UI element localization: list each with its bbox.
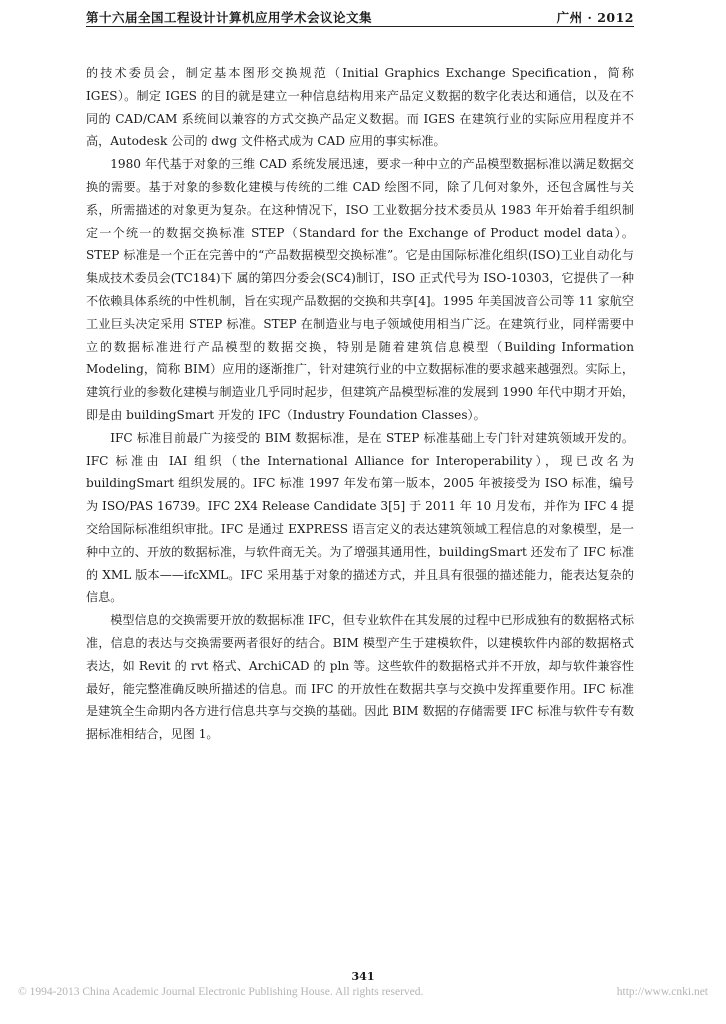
body-text	[86, 62, 634, 746]
paragraph-2: 1980 年代基于对象的三维 CAD 系统发展迅速，要求一种中立的产品模型数据标准以满足数据交换的需要。基于对象的参数化建模与传统的二维 CAD 绘图不同，除了几何对象外，还包含属性与关系，所需描述的对象更为复杂。在这种情况下，ISO 工业数据分技术委员从 1983 年开始着手组织制定一个统一的数据交换标准 STEP（Standard for the Exchange of Product model data）。STEP 标准是一个正在完善中的“产品数据模型交换标准”。它是由国际标准化组织(ISO)工业自动化与集成技术委员会(TC184)下 属的第四分委会(SC4)制订，ISO 正式代号为 ISO-10303，它提供了一种不依赖具体系统的中性机制，旨在实现产品数据的交换和共享[4]。1995 年美国波音公司等 11 家航空工业巨头决定采用 STEP 标准。STEP 在制造业与电子领域使用相当广泛。在建筑行业，同样需要中立的数据标准进行产品模型的数据交换，特别是随着建筑信息模型（Building Information Modeling，简称 BIM）应用的逐渐推广，针对建筑行业的中立数据标准的要求越来越强烈。实际上，建筑行业的参数化建模与制造业几乎同时起步，但建筑产品模型标准的发展到 1990 年代中期才开始，即是由 buildingSmart 开发的 IFC（Industry Foundation Classes）。	[86, 157, 634, 422]
paragraph-4: 模型信息的交换需要开放的数据标准 IFC，但专业软件在其发展的过程中已形成独有的数据格式标准，信息的表达与交换需要两者很好的结合。BIM 模型产生于建模软件，以建模软件内部的数据格式表达，如 Revit 的 rvt 格式、ArchiCAD 的 pln 等。这些软件的数据格式并不开放，却与软件兼容性最好，能完整准确反映所描述的信息。而 IFC 的开放性在数据共享与交换中发挥重要作用。IFC 标准是建筑全生命期内各方进行信息共享与交换的基础。因此 BIM 数据的存储需要 IFC 标准与软件专有数据标准相结合，见图 1。	[86, 613, 634, 742]
cnki-link[interactable]: http://www.cnki.net	[616, 986, 708, 998]
header-proceedings-title: 第十六届全国工程设计计算机应用学术会议论文集	[86, 10, 373, 25]
paragraph-3: IFC 标准目前最广为接受的 BIM 数据标准，是在 STEP 标准基础上专门针对建筑领域开发的。IFC 标准由 IAI 组织（the International Alliance for Interoperability），现已改名为 buildingSmart 组织发展的。IFC 标准 1997 年发布第一版本，2005 年被接受为 ISO 标准，编号为 ISO/PAS 16739。IFC 2X4 Release Candidate 3[5] 于 2011 年 10 月发布，并作为 IFC 4 提交给国际标准组织审批。IFC 是通过 EXPRESS 语言定义的表达建筑领域工程信息的对象模型，是一种中立的、开放的数据标准，与软件商无关。为了增强其通用性，buildingSmart 还发布了 IFC 标准的 XML 版本——ifcXML。IFC 采用基于对象的描述方式，并且具有很强的描述能力，能表达复杂的信息。	[86, 430, 634, 605]
paragraph-1: 的技术委员会，制定基本图形交换规范（Initial Graphics Exchange Specification，简称 IGES）。制定 IGES 的目的就是建立一种信息结构用来产品定义数据的数字化表达和通信，以及在不同的 CAD/CAM 系统间以兼容的方式交换产品定义数据。而 IGES 在建筑行业的实际应用程度并不高，Autodesk 公司的 dwg 文件格式成为 CAD 应用的事实标准。	[86, 66, 634, 149]
running-header	[86, 6, 634, 27]
header-location-year: 广州 · 2012	[556, 10, 634, 25]
copyright-text: © 1994-2013 China Academic Journal Electronic Publishing House. All rights reserved.	[18, 986, 424, 998]
page-number: 341	[351, 970, 375, 983]
copyright-footer	[18, 986, 708, 998]
